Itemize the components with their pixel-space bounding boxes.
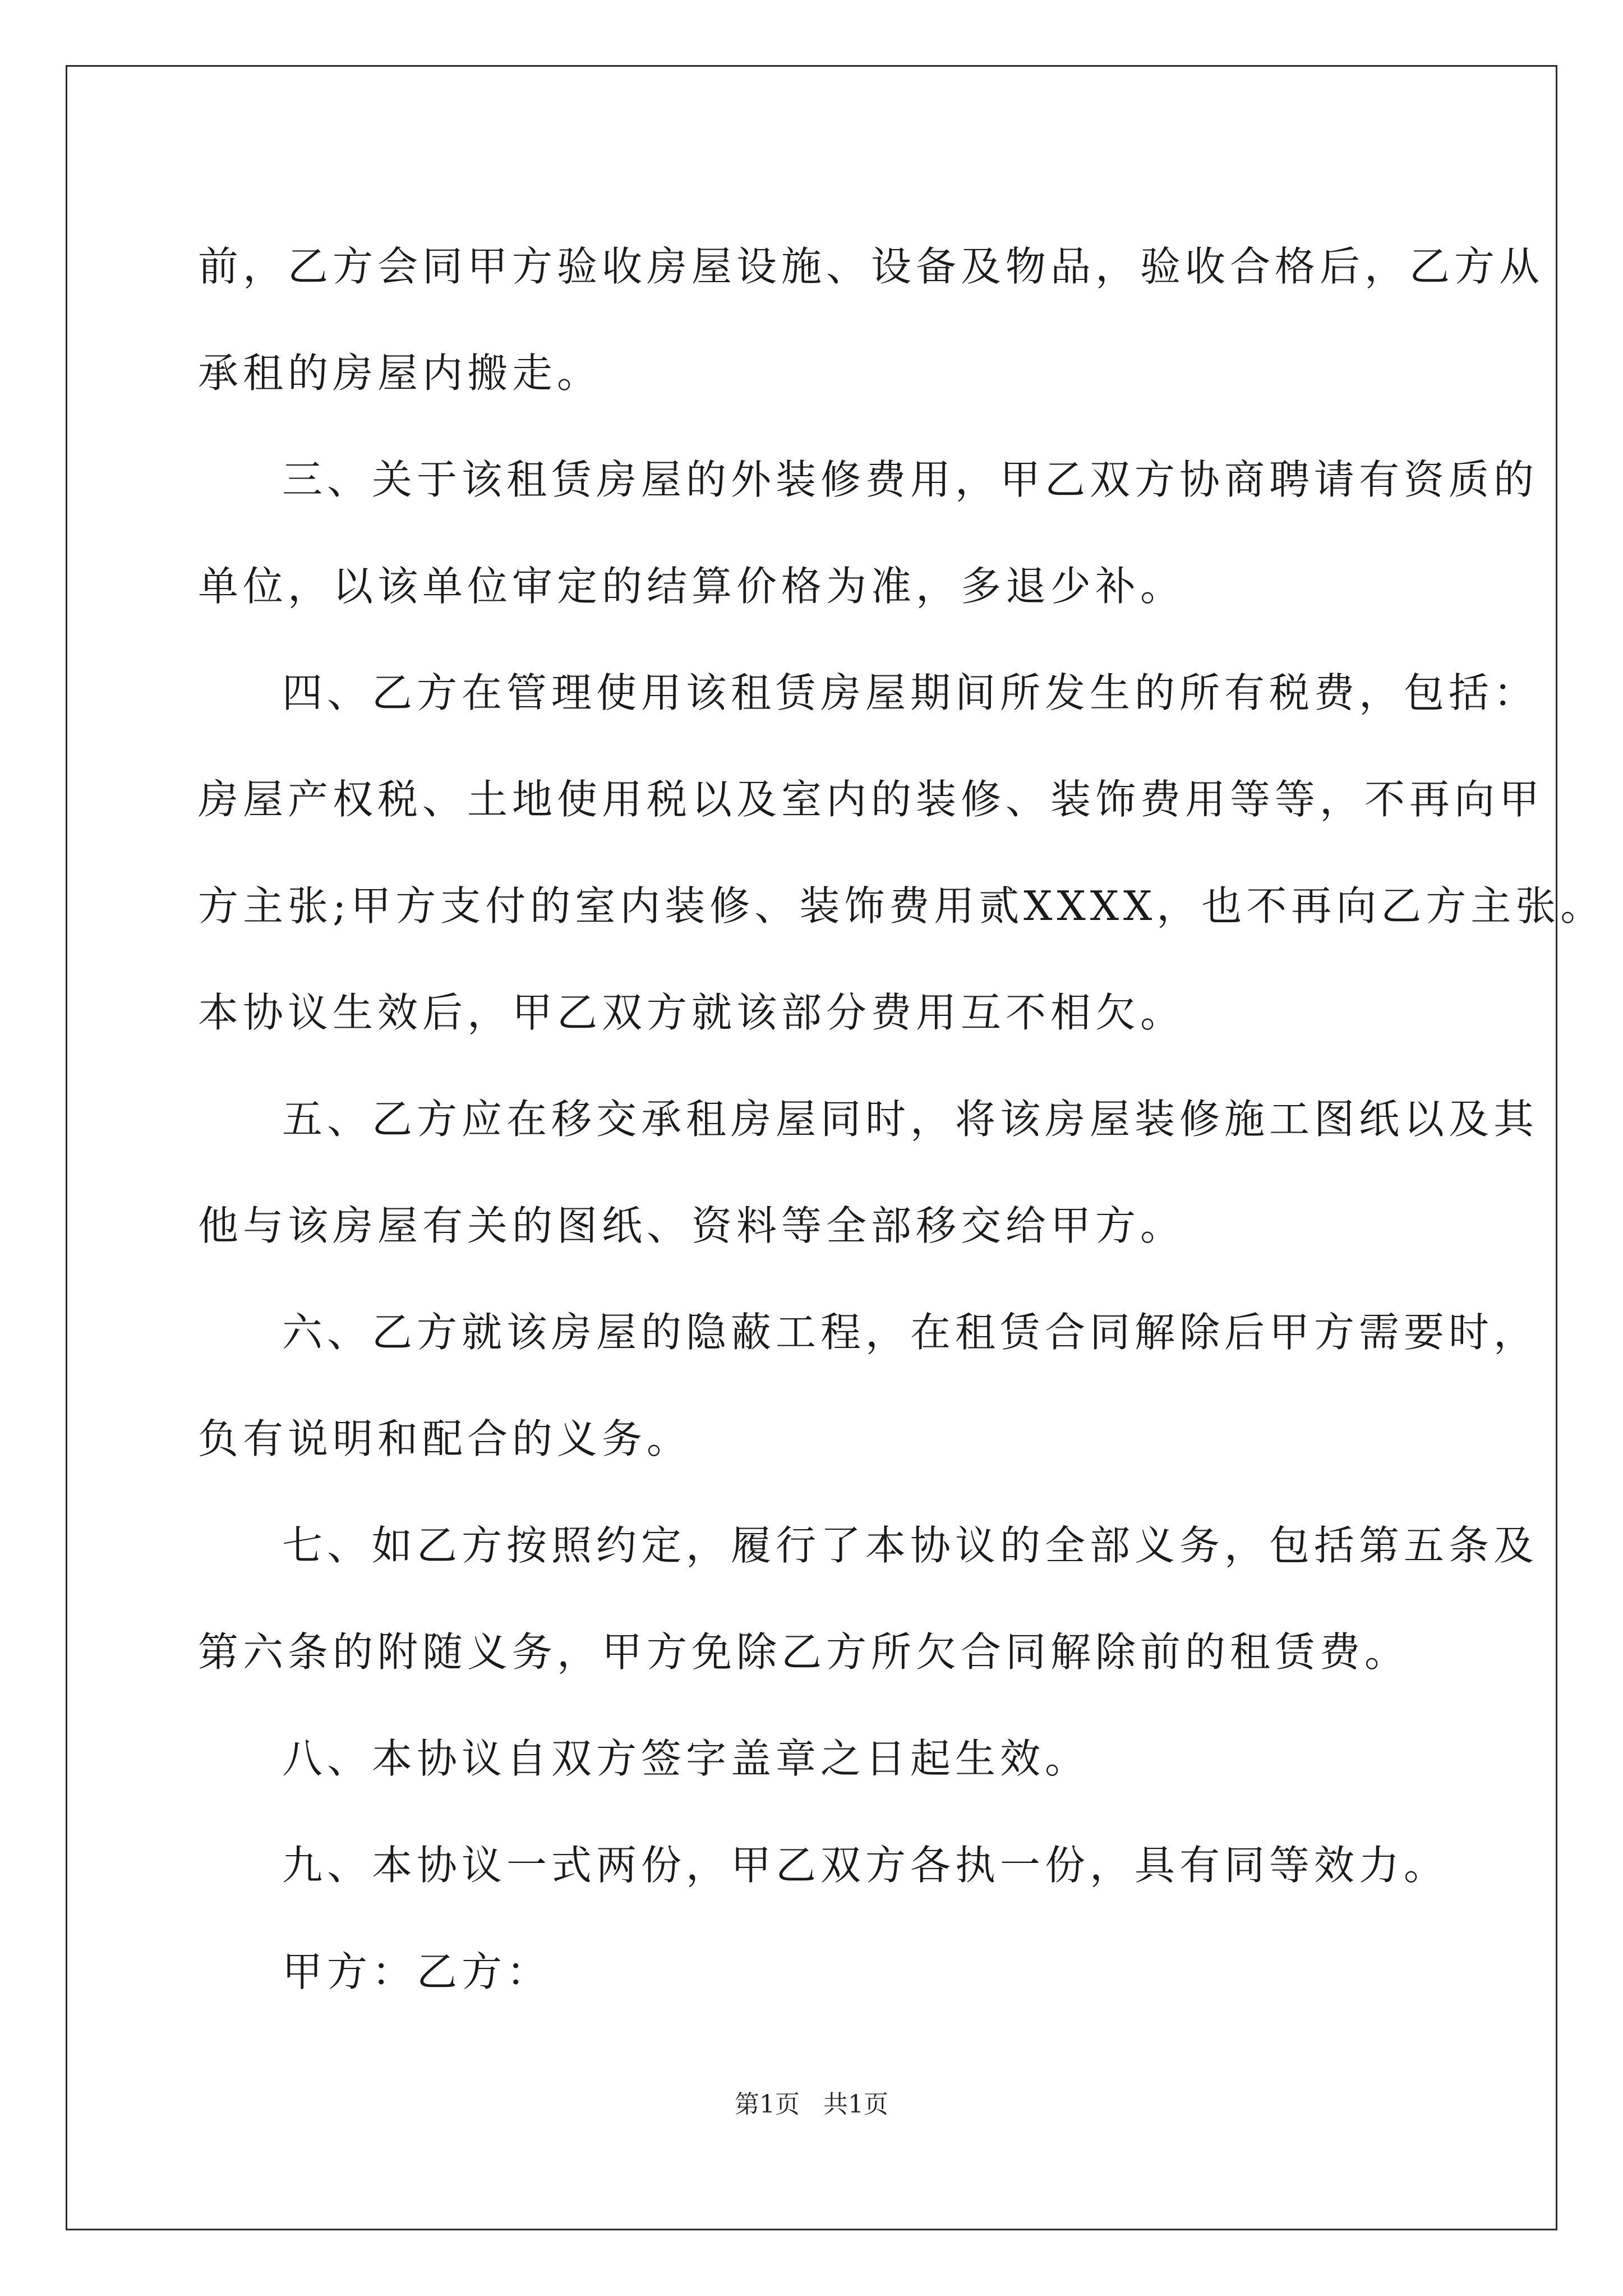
page-current-number: 第1页 (735, 2090, 800, 2119)
text-line: 方主张;甲方支付的室内装修、装饰费用贰XXXX，也不再向乙方主张。 (198, 882, 1606, 930)
text-line: 第六条的附随义务，甲方免除乙方所欠合同解除前的租赁费。 (198, 1628, 1410, 1676)
clause-7-line: 七、如乙方按照约定，履行了本协议的全部义务，包括第五条及 (282, 1522, 1539, 1569)
clause-5-line: 五、乙方应在移交承租房屋同时，将该房屋装修施工图纸以及其 (282, 1096, 1539, 1143)
clause-9-line: 九、本协议一式两份，甲乙双方各执一份，具有同等效力。 (282, 1842, 1449, 1889)
text-line: 负有说明和配合的义务。 (198, 1415, 692, 1462)
text-line: 前，乙方会同甲方验收房屋设施、设备及物品，验收合格后，乙方从 (198, 243, 1544, 290)
text-line: 本协议生效后，甲乙双方就该部分费用互不相欠。 (198, 989, 1186, 1036)
text-line: 承租的房屋内搬走。 (198, 349, 602, 397)
text-line: 单位，以该单位审定的结算价格为准，多退少补。 (198, 563, 1186, 610)
page-footer (0, 2088, 1623, 2122)
text-line: 他与该房屋有关的图纸、资料等全部移交给甲方。 (198, 1202, 1186, 1249)
document-body (198, 213, 1606, 2025)
clause-3-line: 三、关于该租赁房屋的外装修费用，甲乙双方协商聘请有资质的 (282, 456, 1539, 503)
signature-line: 甲方：乙方： (282, 1948, 552, 1995)
clause-4-line: 四、乙方在管理使用该租赁房屋期间所发生的所有税费，包括： (282, 669, 1539, 716)
clause-8-line: 八、本协议自双方签字盖章之日起生效。 (282, 1735, 1090, 1782)
page-total-count: 共1页 (823, 2090, 888, 2119)
text-line: 房屋产权税、土地使用税以及室内的装修、装饰费用等等，不再向甲 (198, 776, 1544, 823)
clause-6-line: 六、乙方就该房屋的隐蔽工程，在租赁合同解除后甲方需要时， (282, 1309, 1539, 1356)
